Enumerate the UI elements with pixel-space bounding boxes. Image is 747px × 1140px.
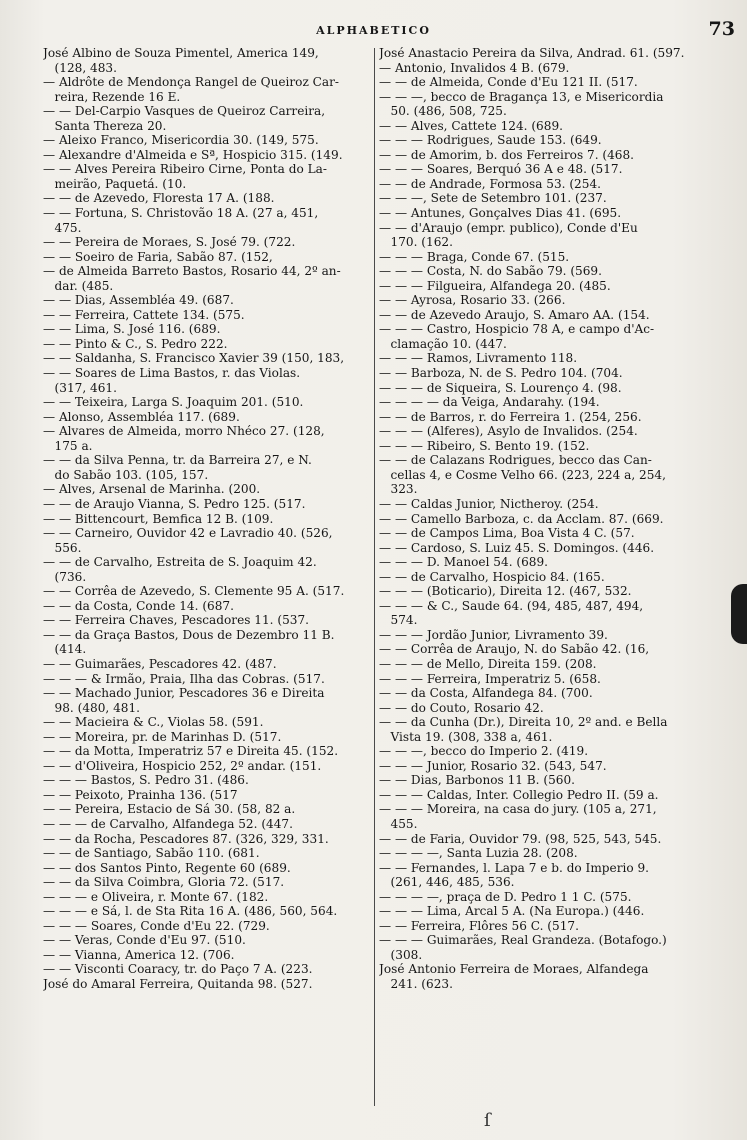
- entry-line: 175 a.: [43, 438, 93, 453]
- entry-line: — — — —, Santa Luzia 28. (208.: [379, 846, 578, 861]
- entry-line: — — da Silva Penna, tr. da Barreira 27, e N.: [43, 453, 312, 468]
- entry-line: — — Dias, Assembléa 49. (687.: [43, 293, 234, 308]
- entry-line: — Alonso, Assembléa 117. (689.: [43, 409, 240, 424]
- entry-line: — — — de Carvalho, Alfandega 52. (447.: [43, 816, 293, 831]
- footer-ink-mark: ſ: [484, 1110, 491, 1131]
- entry-line: — — Guimarães, Pescadores 42. (487.: [43, 656, 277, 671]
- entry-line: José Antonio Ferreira de Moraes, Alfandega: [379, 962, 649, 977]
- entry-line: — — Soeiro de Faria, Sabão 87. (152,: [43, 249, 273, 264]
- entry-line: — — Caldas Junior, Nictheroy. (254.: [379, 496, 599, 511]
- entry-line: — — — Ferreira, Imperatriz 5. (658.: [379, 671, 601, 686]
- entry-line: — — Soares de Lima Bastos, r. das Violas.: [43, 366, 301, 381]
- entry-line: — — de Santiago, Sabão 110. (681.: [43, 846, 260, 861]
- entry-line: — — de Carvalho, Hospicio 84. (165.: [379, 569, 605, 584]
- entry-line: — — Alves Pereira Ribeiro Cirne, Ponta do La-: [43, 162, 327, 177]
- entry-line: — Antonio, Invalidos 4 B. (679.: [379, 60, 570, 75]
- entry-line: — — do Couto, Rosario 42.: [379, 700, 544, 715]
- entry-line: — — — Bastos, S. Pedro 31. (486.: [43, 773, 249, 788]
- entry-line: — — Alves, Cattete 124. (689.: [379, 118, 563, 133]
- column-divider: [374, 48, 375, 1106]
- entry-line: — — Pinto & C., S. Pedro 222.: [43, 336, 228, 351]
- entry-line: — — Teixeira, Larga S. Joaquim 201. (510.: [43, 395, 304, 410]
- entry-line: José do Amaral Ferreira, Quitanda 98. (527.: [43, 977, 313, 991]
- entry-line: — — — e Sá, l. de Sta Rita 16 A. (486, 560, 564.: [43, 904, 338, 919]
- entry-line: (736.: [43, 569, 87, 584]
- entry-line: dar. (485.: [43, 278, 114, 293]
- entry-line: — — da Costa, Alfandega 84. (700.: [379, 686, 593, 701]
- entry-line: — — Macieira & C., Violas 58. (591.: [43, 715, 264, 730]
- entry-line: — — Ferreira, Cattete 134. (575.: [43, 307, 245, 322]
- entry-line: Vista 19. (308, 338 a, 461.: [379, 729, 553, 744]
- entry-line: — — — —, praça de D. Pedro 1 1 C. (575.: [379, 889, 632, 904]
- entry-line: clamação 10. (447.: [379, 336, 507, 351]
- entry-line: — — — & C., Saude 64. (94, 485, 487, 494,: [379, 598, 644, 613]
- entry-line: José Albino de Souza Pimentel, America 149,: [43, 46, 319, 60]
- entry-line: — — Fortuna, S. Christovão 18 A. (27 a, 451,: [43, 206, 319, 221]
- entry-line: — — de Azevedo, Floresta 17 A. (188.: [43, 191, 275, 206]
- entry-line: — — — e Oliveira, r. Monte 67. (182.: [43, 889, 269, 904]
- entry-line: — Aldrôte de Mendonça Rangel de Queiroz Car-: [43, 75, 339, 90]
- entry-line: — — — Filgueira, Alfandega 20. (485.: [379, 278, 611, 293]
- entry-line: (414.: [43, 642, 87, 657]
- entry-line: — — Corrêa de Azevedo, S. Clemente 95 A. (517.: [43, 584, 345, 599]
- entry-line: meirão, Paquetá. (10.: [43, 176, 187, 191]
- entry-line: — — Fernandes, l. Lapa 7 e b. do Imperio 9.: [379, 860, 650, 875]
- entry-line: — — Dias, Barbonos 11 B. (560.: [379, 773, 576, 788]
- entry-line: — — Vianna, America 12. (706.: [43, 947, 235, 962]
- entry-line: — — Ayrosa, Rosario 33. (266.: [379, 293, 566, 308]
- entry-line: 574.: [379, 613, 418, 628]
- entry-line: — — da Costa, Conde 14. (687.: [43, 598, 234, 613]
- entry-line: — — Peixoto, Prainha 136. (517: [43, 787, 238, 802]
- entry-line: — — Moreira, pr. de Marinhas D. (517.: [43, 729, 282, 744]
- entry-line: — — de Azevedo Araujo, S. Amaro AA. (154.: [379, 307, 650, 322]
- entry-line: — — da Rocha, Pescadores 87. (326, 329, 331.: [43, 831, 329, 846]
- left-column: [43, 46, 373, 992]
- page-edge-binding-mark: [731, 584, 747, 644]
- entry-line: — Alexandre d'Almeida e Sª, Hospicio 315. (149.: [43, 147, 343, 162]
- entry-line: 323.: [379, 482, 418, 497]
- entry-line: — — Corrêa de Araujo, N. do Sabão 42. (16,: [379, 642, 650, 657]
- entry-line: — — de Andrade, Formosa 53. (254.: [379, 176, 601, 191]
- entry-line: — Aleixo Franco, Misericordia 30. (149, 575.: [43, 133, 319, 148]
- entry-line: — — — Ramos, Livramento 118.: [379, 351, 578, 366]
- entry-line: — — — Moreira, na casa do jury. (105 a, 271,: [379, 802, 657, 817]
- entry-line: — — — Caldas, Inter. Collegio Pedro II. (59 a.: [379, 787, 659, 802]
- entry-line: — — — (Alferes), Asylo de Invalidos. (254.: [379, 424, 638, 439]
- entry-line: — — — Guimarães, Real Grandeza. (Botafogo.): [379, 933, 667, 948]
- entry-line: reira, Rezende 16 E.: [43, 89, 181, 104]
- entry-line: — — de Almeida, Conde d'Eu 121 II. (517.: [379, 75, 638, 90]
- entry-line: — — — (Boticario), Direita 12. (467, 532.: [379, 584, 632, 599]
- right-column: [379, 46, 726, 992]
- entry-line: — — — Ribeiro, S. Bento 19. (152.: [379, 438, 590, 453]
- entry-line: — — — Rodrigues, Saude 153. (649.: [379, 133, 602, 148]
- entry-line: — — Ferreira Chaves, Pescadores 11. (537.: [43, 613, 309, 628]
- entry-line: Santa Thereza 20.: [43, 118, 167, 133]
- entry-line: — — de Araujo Vianna, S. Pedro 125. (517.: [43, 496, 306, 511]
- page-header-title: ALPHABETICO: [316, 24, 431, 37]
- entry-line: — — Ferreira, Flôres 56 C. (517.: [379, 918, 579, 933]
- entry-line: — — Cardoso, S. Luiz 45. S. Domingos. (446.: [379, 540, 655, 555]
- entry-line: — — — & Irmão, Praia, Ilha das Cobras. (517.: [43, 671, 325, 686]
- entry-line: (308.: [379, 947, 423, 962]
- entry-line: 556.: [43, 540, 82, 555]
- entry-line: — — — de Siqueira, S. Lourenço 4. (98.: [379, 380, 622, 395]
- entry-line: — — — Soares, Berquó 36 A e 48. (517.: [379, 162, 623, 177]
- entry-line: — — Barboza, N. de S. Pedro 104. (704.: [379, 366, 623, 381]
- entry-line: cellas 4, e Cosme Velho 66. (223, 224 a, 254,: [379, 467, 666, 482]
- entry-line: — de Almeida Barreto Bastos, Rosario 44, 2º an-: [43, 264, 341, 279]
- entry-line: — — — Castro, Hospicio 78 A, e campo d'Ac-: [379, 322, 655, 337]
- entry-line: — — —, becco de Bragança 13, e Misericordia: [379, 89, 664, 104]
- entry-line: — — Pereira de Moraes, S. José 79. (722.: [43, 235, 296, 250]
- entry-line: — — de Amorim, b. dos Ferreiros 7. (468.: [379, 147, 635, 162]
- entry-line: — — — Jordão Junior, Livramento 39.: [379, 627, 608, 642]
- entry-line: — — — — da Veiga, Andarahy. (194.: [379, 395, 600, 410]
- entry-line: (261, 446, 485, 536.: [379, 875, 515, 890]
- entry-line: — — Antunes, Gonçalves Dias 41. (695.: [379, 206, 622, 221]
- entry-line: — — Bittencourt, Bemfica 12 B. (109.: [43, 511, 274, 526]
- entry-line: — — de Campos Lima, Boa Vista 4 C. (57.: [379, 526, 635, 541]
- entry-line: — — da Silva Coimbra, Gloria 72. (517.: [43, 875, 285, 890]
- entry-line: 241. (623.: [379, 977, 453, 991]
- entry-line: — — d'Araujo (empr. publico), Conde d'Eu: [379, 220, 638, 235]
- entry-line: (317, 461.: [43, 380, 117, 395]
- entry-line: — — de Barros, r. do Ferreira 1. (254, 256.: [379, 409, 642, 424]
- entry-line: — Alves, Arsenal de Marinha. (200.: [43, 482, 261, 497]
- entry-line: — — da Cunha (Dr.), Direita 10, 2º and. e Bella: [379, 715, 668, 730]
- entry-line: — — Camello Barboza, c. da Acclam. 87. (669.: [379, 511, 664, 526]
- entry-line: 170. (162.: [379, 235, 453, 250]
- entry-line: — — — Soares, Conde d'Eu 22. (729.: [43, 918, 270, 933]
- entry-line: — — — de Mello, Direita 159. (208.: [379, 656, 597, 671]
- entry-line: — — — Braga, Conde 67. (515.: [379, 249, 570, 264]
- entry-line: — — da Motta, Imperatriz 57 e Direita 45. (152.: [43, 744, 339, 759]
- entry-line: — — —, Sete de Setembro 101. (237.: [379, 191, 607, 206]
- entry-line: — — — Lima, Arcal 5 A. (Na Europa.) (446.: [379, 904, 645, 919]
- entry-line: 455.: [379, 816, 418, 831]
- entry-line: 475.: [43, 220, 82, 235]
- entry-line: — — Visconti Coaracy, tr. do Paço 7 A. (223.: [43, 962, 313, 977]
- entry-line: — — —, becco do Imperio 2. (419.: [379, 744, 589, 759]
- entry-line: — — Saldanha, S. Francisco Xavier 39 (150, 183,: [43, 351, 345, 366]
- page-number: 73: [708, 18, 735, 40]
- entry-line: — — de Carvalho, Estreita de S. Joaquim 42.: [43, 555, 317, 570]
- entry-line: — — Veras, Conde d'Eu 97. (510.: [43, 933, 246, 948]
- entry-line: — — Del-Carpio Vasques de Queiroz Carreira,: [43, 104, 326, 119]
- entry-line: — — de Calazans Rodrigues, becco das Can-: [379, 453, 652, 468]
- entry-line: — Alvares de Almeida, morro Nhéco 27. (128,: [43, 424, 325, 439]
- entry-line: — — d'Oliveira, Hospicio 252, 2º andar. (151.: [43, 758, 322, 773]
- entry-line: 98. (480, 481.: [43, 700, 141, 715]
- entry-line: — — — Costa, N. do Sabão 79. (569.: [379, 264, 602, 279]
- entry-line: — — Machado Junior, Pescadores 36 e Direita: [43, 686, 325, 701]
- entry-line: do Sabão 103. (105, 157.: [43, 467, 209, 482]
- entry-line: (128, 483.: [43, 60, 117, 75]
- entry-line: — — Pereira, Estacio de Sá 30. (58, 82 a.: [43, 802, 296, 817]
- entry-line: — — dos Santos Pinto, Regente 60 (689.: [43, 860, 291, 875]
- entry-line: — — da Graça Bastos, Dous de Dezembro 11 B.: [43, 627, 335, 642]
- entry-line: — — Lima, S. José 116. (689.: [43, 322, 221, 337]
- entry-line: — — — Junior, Rosario 32. (543, 547.: [379, 758, 607, 773]
- entry-line: — — de Faria, Ouvidor 79. (98, 525, 543, 545.: [379, 831, 662, 846]
- entry-line: — — Carneiro, Ouvidor 42 e Lavradio 40. (526,: [43, 526, 333, 541]
- entry-line: 50. (486, 508, 725.: [379, 104, 507, 119]
- entry-line: — — — D. Manoel 54. (689.: [379, 555, 549, 570]
- entry-line: José Anastacio Pereira da Silva, Andrad. 61. (597.: [379, 46, 685, 60]
